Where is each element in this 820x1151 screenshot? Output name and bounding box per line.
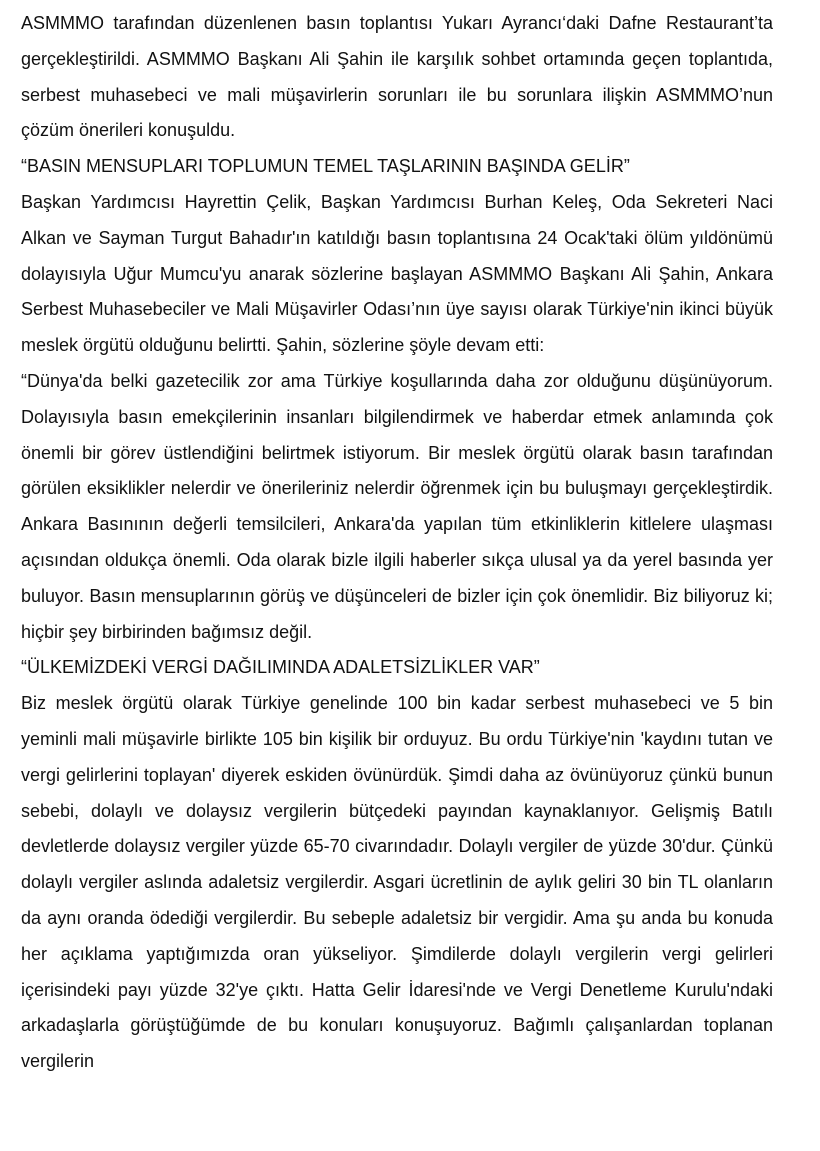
body-paragraph-1: Başkan Yardımcısı Hayrettin Çelik, Başkan Yardımcısı Burhan Keleş, Oda Sekreteri Naci Alkan ve Sayman Turgut Bahadır'ın katıldığı basın toplantısına 24 Ocak'taki ölüm yıldönümü dolayısıyla Uğur Mumcu'yu anarak sözlerine başlayan ASMMMO Başkanı Ali Şahin, Ankara Serbest Muhasebeciler ve Mali Müşavirler Odası’nın üye sayısı olarak Türkiye'nin ikinci büyük meslek örgütü olduğunu belirtti. Şahin, sözlerine şöyle devam etti: [21, 191, 773, 356]
body-paragraph-2: Biz meslek örgütü olarak Türkiye genelinde 100 bin kadar serbest muhasebeci ve 5 bin yeminli mali müşavirle birlikte 105 bin kişilik bir orduyuz. Bu ordu Türkiye'nin 'kaydını tutan ve vergi gelirlerini toplayan' diyerek eskiden övünürdük. Şimdi daha az övünüyoruz çünkü bunun sebebi, dolaylı ve dolaysız vergilerin bütçedeki payından kaynaklanıyor. Gelişmiş Batılı devletlerde dolaysız vergiler yüzde 65-70 civarındadır. Dolaylı vergiler de yüzde 30'dur. Çünkü dolaylı vergiler aslında adaletsiz vergilerdir. Asgari ücretlinin de aylık geliri 30 bin TL olanların da aynı oranda ödediği vergilerdir. Bu sebeple adaletsiz bir vergidir. Ama şu anda bu konuda her açıklama yaptığımızda oran yükseliyor. Şimdilerde dolaylı vergilerin vergi gelirleri içerisindeki payı yüzde 32'ye çıktı. Hatta Gelir İdaresi'nde ve Vergi Denetleme Kurulu'ndaki arkadaşlarla görüştüğümde de bu konuları konuşuyoruz. Bağımlı çalışanlardan toplanan vergilerin [21, 693, 773, 1072]
quote-paragraph: “Dünya'da belki gazetecilik zor ama Türkiye koşullarında daha zor olduğunu düşünüyorum. Dolayısıyla basın emekçilerinin insanları bilgilendirmek ve haberdar etmek anlamında çok önemli bir görev üstlendiğini belirtmek istiyorum. Bir meslek örgütü olarak basın tarafından görülen eksiklikler nelerdir ve önerileriniz nelerdir öğrenmek için bu buluşmayı gerçekleştirdik. Ankara Basınının değerli temsilcileri, Ankara'da yapılan tüm etkinliklerin kitlelere ulaşması açısından oldukça önemli. Oda olarak bizle ilgili haberler sıkça ulusal ya da yerel basında yer buluyor. Basın mensuplarının görüş ve düşünceleri de bizler için çok önemlidir. Biz biliyoruz ki; hiçbir şey birbirinden bağımsız değil. [21, 370, 773, 642]
section-heading-press: “BASIN MENSUPLARI TOPLUMUN TEMEL TAŞLARININ BAŞINDA GELİR” [21, 156, 630, 177]
document-page [21, 6, 773, 1080]
section-heading-tax: “ÜLKEMİZDEKİ VERGİ DAĞILIMINDA ADALETSİZLİKLER VAR” [21, 657, 540, 678]
intro-paragraph: ASMMMO tarafından düzenlenen basın toplantısı Yukarı Ayrancı‘daki Dafne Restaurant’ta gerçekleştirildi. ASMMMO Başkanı Ali Şahin ile karşılık sohbet ortamında geçen toplantıda, serbest muhasebeci ve mali müşavirlerin sorunları ile bu sorunlara ilişkin ASMMMO’nun çözüm önerileri konuşuldu. [21, 13, 773, 141]
